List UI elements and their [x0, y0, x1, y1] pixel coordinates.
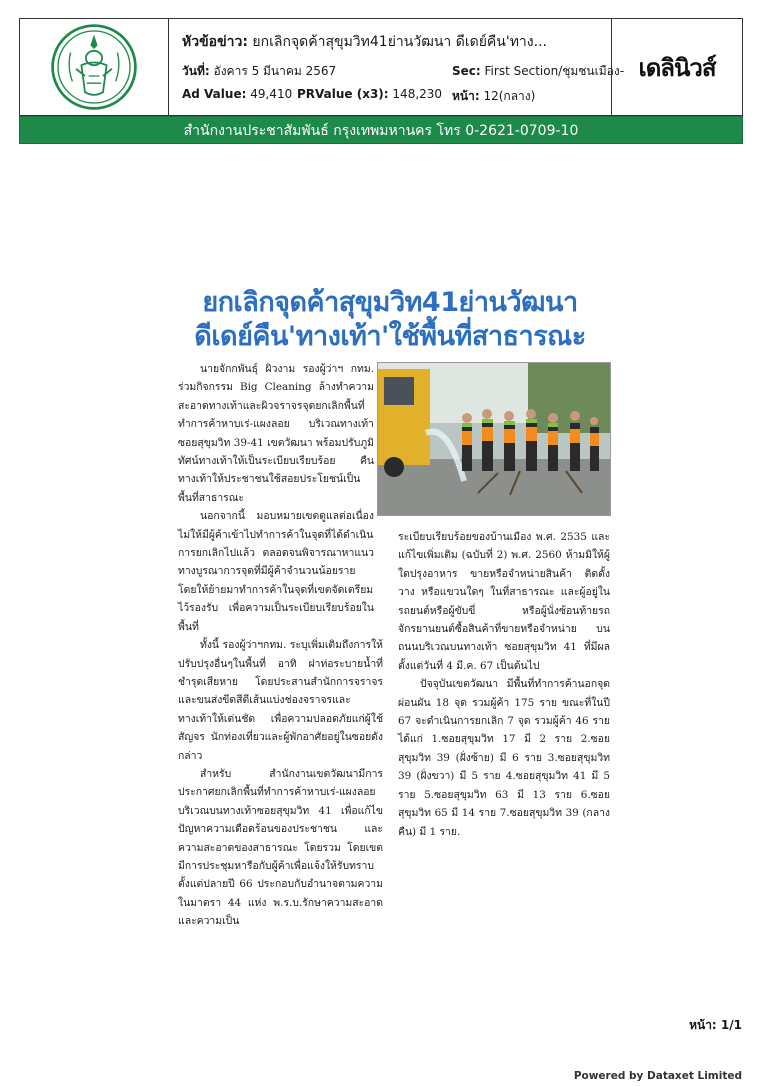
article-paragraph: นอกจากนี้ มอบหมายเขตดูแลต่อเนื่องไม่ให้มีผู้ค้าเข้าไปทำการค้าในจุดที่ได้ดำเนินการยกเลิกไปแล้ว ตลอดจนพิจารณาหาแนวทางบูรณาการจุดที่มีผู้ค้าจำนวนน้อยราย โดยให้ย้ายมาทำการค้าในจุดที่เขตจัดเตรียมไว้รองรับ เพื่อความเป็นระเบียบเรียบร้อยในพื้นที่	[178, 510, 374, 633]
contact-text: สำนักงานประชาสัมพันธ์ กรุงเทพมหานคร โทร 0-2621-0709-10	[183, 123, 579, 139]
ad-value-meta	[182, 87, 292, 101]
street-cleaning-photo	[378, 363, 610, 515]
article-paragraph: ทั้งนี้ รองผู้ว่าฯกทม. ระบุเพิ่มเติมถึงการให้ปรับปรุงอื่นๆในพื้นที่ อาทิ ฝาท่อระบายน้ำที่ชำรุดเสียหาย โดยประสานสำนักการจราจรและขนส่งขีดสีตีเส้นแบ่งช่องจราจรและทางเท้าให้เด่นชัด เพื่อความปลอดภัยแก่ผู้ใช้สัญจร นักท่องเที่ยวและผู้พักอาศัยอยู่ในซอยดังกล่าว	[178, 639, 383, 762]
publication-name: เดลินิวส์	[638, 53, 716, 82]
article-paragraph: ระเบียบเรียบร้อยของบ้านเมือง พ.ศ. 2535 และแก้ไขเพิ่มเติม (ฉบับที่ 2) พ.ศ. 2560 ห้ามมิให้ผู้ใดปรุงอาหาร ขายหรือจำหน่ายสินค้า ติดตั้ง วาง หรือแขวนใดๆ ในที่สาธารณะ และผู้อยู่ในรถยนต์หรือผู้ขับขี่ หรือผู้นั่งซ้อนท้ายรถจักรยานยนต์ซื้อสินค้าที่ขายหรือจำหน่าย บนถนนบริเวณบนทางเท้า ซอยสุขุมวิท 41 ที่มีผลตั้งแต่วันที่ 4 มี.ค. 67 เป็นต้นไป	[398, 531, 610, 672]
page-meta	[452, 87, 535, 106]
title-label: หัวข้อข่าว:	[182, 34, 248, 50]
title-value: ยกเลิกจุดค้าสุขุมวิท41ย่านวัฒนา ดีเดย์คืน'ทาง...	[252, 34, 547, 50]
powered-by: Powered by Dataxet Limited	[573, 1070, 742, 1082]
article-paragraph: ปัจจุบันเขตวัฒนา มีพื้นที่ทำการค้านอกจุดผ่อนผัน 18 จุด รวมผู้ค้า 175 ราย ขณะที่ในปี 67 จะดำเนินการยกเลิก 7 จุด รวมผู้ค้า 46 ราย ได้แก่ 1.ซอยสุขุมวิท 17 มี 2 ราย 2.ซอยสุขุมวิท 39 (ฝั่งซ้าย) มี 6 ราย 3.ซอยสุขุมวิท 39 (ฝั่งขวา) มี 5 ราย 4.ซอยสุขุมวิท 41 มี 5 ราย 5.ซอยสุขุมวิท 63 มี 13 ราย 6.ซอยสุขุมวิท 65 มี 14 ราย 7.ซอยสุขุมวิท 39 (กลางคืน) มี 1 ราย.	[398, 678, 610, 838]
page-label: หน้า:	[452, 89, 480, 103]
date-label: วันที่:	[182, 64, 210, 78]
prv-label: PRValue (x3):	[297, 87, 389, 101]
headline-meta	[182, 31, 547, 53]
prv-value: 148,230	[392, 87, 443, 101]
article-column-left	[178, 360, 383, 931]
article-headline	[170, 286, 610, 354]
date-meta	[182, 62, 336, 81]
section-meta	[452, 62, 624, 81]
bangkok-metropolitan-seal-icon	[49, 22, 139, 112]
headline-line-2: ดีเดย์คืน'ทางเท้า'ใช้พื้นที่สาธารณะ	[194, 321, 586, 352]
page-value: 12(กลาง)	[483, 89, 536, 103]
publication-logo	[611, 19, 742, 115]
headline-line-1: ยกเลิกจุดค้าสุขุมวิท41ย่านวัฒนา	[202, 287, 578, 318]
contact-band	[19, 116, 743, 144]
article-photo	[377, 362, 611, 516]
article-paragraph: นายจักกพันธุ์ ผิวงาม รองผู้ว่าฯ กทม. ร่วมกิจกรรม Big Cleaning ล้างทำความสะอาดทางเท้าและผิวจราจรจุดยกเลิกพื้นที่ทำการค้าหาบเร่-แผงลอย บริเวณทางเท้าซอยสุขุมวิท 39-41 เขตวัฒนา พร้อมปรับภูมิทัศน์ทางเท้าให้เป็นระเบียบเรียบร้อย คืนทางเท้าให้ประชาชนใช้สอยประโยชน์เป็นพื้นที่สาธารณะ	[178, 363, 374, 504]
sec-label: Sec:	[452, 64, 481, 78]
date-value: อังคาร 5 มีนาคม 2567	[213, 64, 337, 78]
sec-value: First Section/ชุมชนเมือง-	[484, 64, 625, 78]
logo-container	[20, 19, 169, 115]
page-indicator: หน้า: 1/1	[689, 1018, 742, 1032]
pr-value-meta	[297, 87, 442, 101]
article-column-right	[398, 528, 610, 841]
clipping-header	[19, 18, 743, 116]
article-paragraph: สำหรับ สำนักงานเขตวัฒนามีการประกาศยกเลิกพื้นที่ทำการค้าหาบเร่-แผงลอย บริเวณบนทางเท้าซอยสุขุมวิท 41 เพื่อแก้ไขปัญหาความเดือดร้อนของประชาชน และความสะอาดของสาธารณะ โดยรวม โดยเขตมีการประชุมหารือกับผู้ค้าเพื่อแจ้งให้รับทราบตั้งแต่ปลายปี 66 ประกอบกับอำนาจตามความในมาตรา 44 แห่ง พ.ร.บ.รักษาความสะอาดและความเป็น	[178, 767, 383, 928]
ad-value: 49,410	[250, 87, 293, 101]
ad-label: Ad Value:	[182, 87, 247, 101]
